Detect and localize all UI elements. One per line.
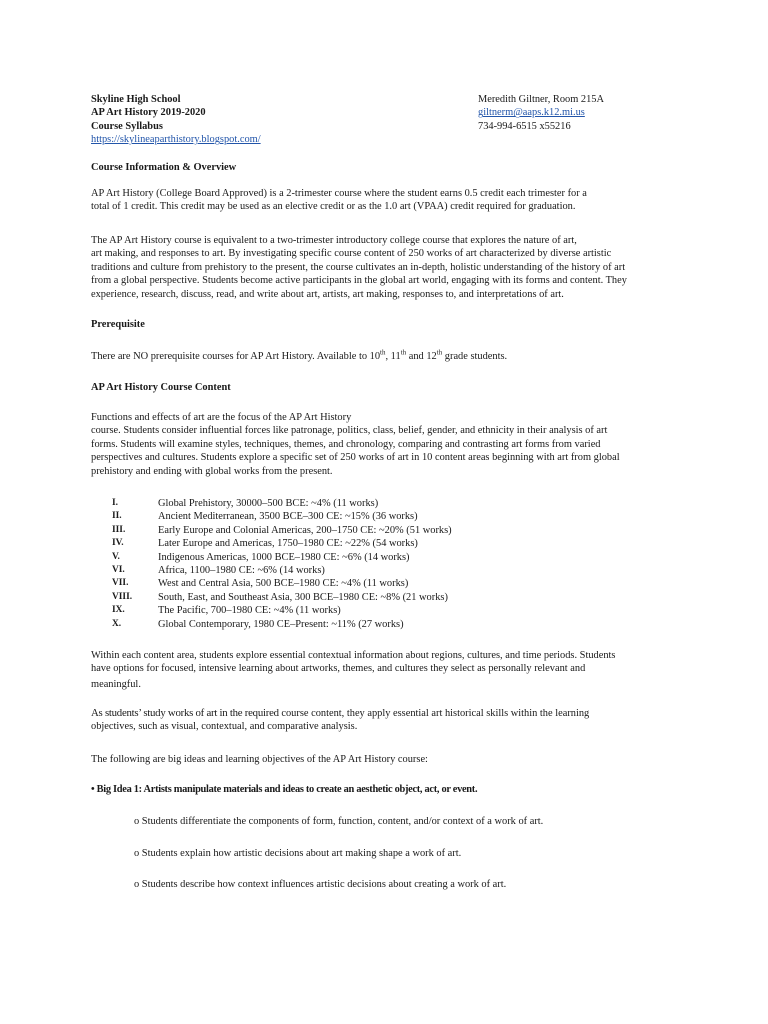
email-link[interactable]: giltnerm@aaps.k12.mi.us [478,107,585,119]
text-line: course. Students consider influential forces like patronage, politics, class, belief, gender, and ethnicity in their analysis of art [91,425,608,437]
list-number: I. [112,498,118,508]
phone-number: 734-994-6515 x55216 [478,120,571,132]
text-line: The AP Art History course is equivalent to a two-trimester introductory college course that explores the nature of art, [91,235,577,246]
list-item [112,564,612,577]
text-line: prehistory and ending with global works from the present. [91,465,333,477]
list-number: V. [112,551,120,562]
text-line: traditions and culture from prehistory to the present, the course cultivates an in-depth, holistic understanding of the history of art [91,261,626,273]
learning-objective: o Students describe how context influences artistic decisions about creating a work of art. [134,879,507,890]
list-number: VII. [112,578,129,589]
header-left [91,93,391,147]
school-name: Skyline High School [91,94,181,105]
list-text: Global Prehistory, 30000–500 BCE: ~4% (11 works) [158,498,379,509]
list-text: Africa, 1100–1980 CE: ~6% (14 works) [158,564,325,576]
text-line: objectives, such as visual, contextual, and comparative analysis. [91,721,358,733]
list-item [112,618,612,631]
list-item [112,604,612,617]
course-title: AP Art History 2019-2020 [91,107,206,119]
list-number: II. [112,511,122,522]
list-number: IV. [112,538,124,549]
overview-heading: Course Information & Overview [91,162,237,173]
list-text: Later Europe and Americas, 1750–1980 CE: ~22% (54 works) [158,538,418,550]
overview-paragraph-2 [91,234,671,301]
list-number: IX. [112,605,125,616]
superscript: th [436,348,443,357]
text-line: meaningful. [91,678,141,690]
list-item [112,510,612,523]
text-part: As students’ study works of art in the required [91,707,279,719]
text-line: AP Art History (College Board Approved) is a 2-trimester course where the student earns 0.5 credit each trimester for a [91,188,587,199]
text-line: have options for focused, intensive learning about artworks, themes, and cultures they select as personally relevant and [91,663,586,675]
text-line: total of 1 credit. This credit may be used as an elective credit or as the 1.0 art (VPAA) credit required for graduation. [91,201,576,213]
list-text: Ancient Mediterranean, 3500 BCE–300 CE: ~15% (36 works) [158,511,418,523]
big-idea-1-title: • Big Idea 1: Artists manipulate materials and ideas to create an aesthetic object, act, or event. [91,784,478,795]
list-item [112,551,612,564]
list-text: Global Contemporary, 1980 CE–Present: ~11% (27 works) [158,618,404,630]
list-number: VI. [112,564,125,575]
prereq-part: and 12 [406,351,437,362]
text-line: from a global perspective. Students become active participants in the global art world, engaging with its forms and content. They [91,275,627,287]
as-students-paragraph [91,707,671,734]
list-text: Indigenous Americas, 1000 BCE–1980 CE: ~6% (14 works) [158,551,410,563]
list-text: West and Central Asia, 500 BCE–1980 CE: ~4% (11 works) [158,578,409,590]
following-text: The following are big ideas and learning objectives of the AP Art History course: [91,754,428,765]
list-item [112,524,612,537]
content-areas-list [112,497,612,631]
list-text: Early Europe and Colonial Americas, 200–1750 CE: ~20% (51 works) [158,524,452,536]
list-number: X. [112,618,122,629]
prereq-part: , 11 [385,351,401,362]
content-paragraph [91,411,671,478]
list-item [112,537,612,550]
within-paragraph [91,649,671,691]
overview-paragraph-1 [91,187,671,214]
prerequisite-heading: Prerequisite [91,319,145,330]
prereq-part: There are NO prerequisite courses for AP Art History. Available to 10 [91,351,381,362]
prereq-part: grade students. [442,351,508,362]
document-type: Course Syllabus [91,120,163,132]
superscript: th [380,348,386,357]
learning-objective: o Students differentiate the components of form, function, content, and/or context of a work of art. [134,816,544,827]
content-heading: AP Art History Course Content [91,382,231,393]
learning-objective: o Students explain how artistic decisions about art making shape a work of art. [134,848,462,859]
prerequisite-text [91,350,671,363]
list-number: VIII. [112,591,133,602]
teacher-info: Meredith Giltner, Room 215A [478,94,604,105]
text-line: forms. Students will examine styles, techniques, themes, and chronology, comparing and contrasting art forms from varied [91,438,601,450]
text-line: Functions and effects of art are the focus of the AP Art History [91,412,352,423]
list-number: III. [112,524,126,535]
superscript: th [400,348,407,357]
text-line: experience, research, discuss, read, and write about art, artists, art making, responses to, and interpretations of art. [91,288,564,300]
list-item [112,577,612,590]
header-right [478,93,718,133]
list-item [112,497,612,510]
text-line: Within each content area, students explore essential contextual information about regions, cultures, and time periods. Students [91,650,616,661]
text-part: course content, they apply essential art historical skills within the learning [278,708,590,719]
text-line: art making, and responses to art. By investigating specific course content of 250 works of art characterized by diverse artistic [91,248,612,260]
list-text: The Pacific, 700–1980 CE: ~4% (11 works) [158,605,341,617]
text-line: perspectives and cultures. Students explore a specific set of 250 works of art in 10 content areas beginning with art from global [91,452,620,464]
blog-link[interactable]: https://skylineaparthistory.blogspot.com/ [91,134,261,146]
list-text: South, East, and Southeast Asia, 300 BCE–1980 CE: ~8% (21 works) [158,591,448,603]
list-item [112,591,612,604]
